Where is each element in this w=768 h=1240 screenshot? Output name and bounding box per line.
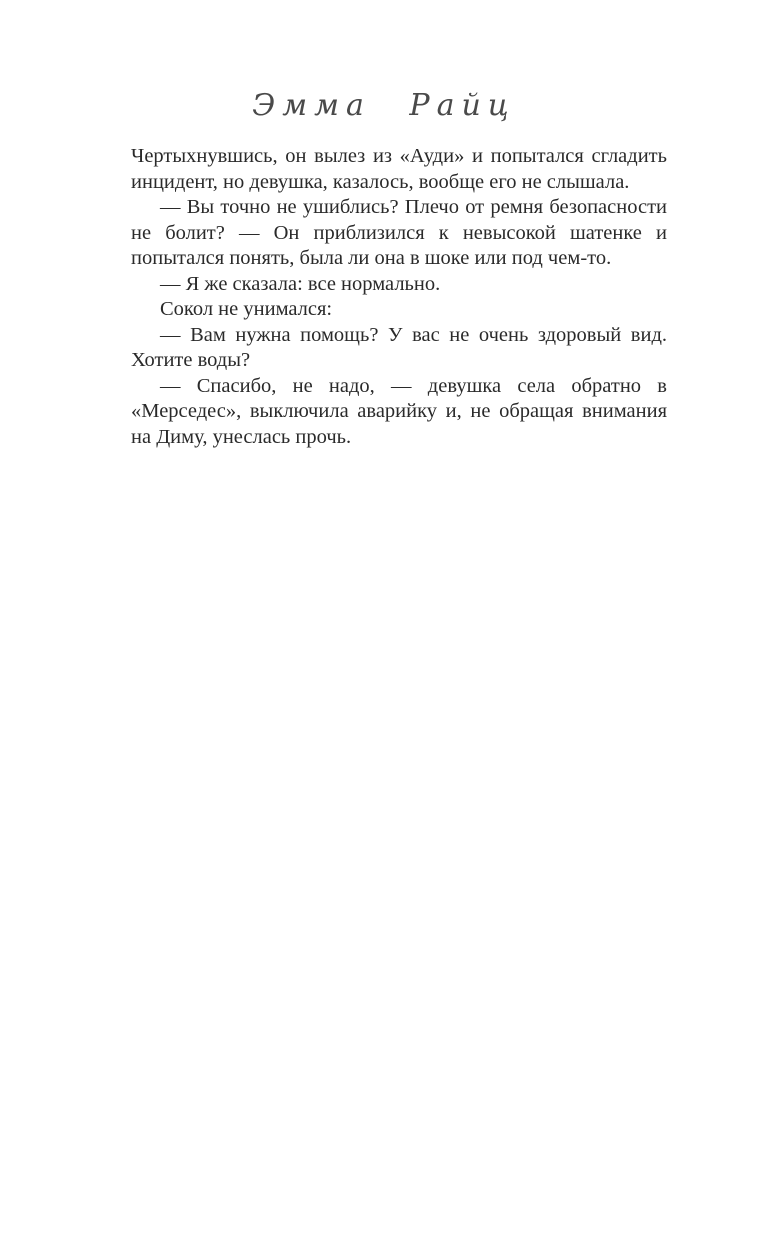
paragraph: Сокол не унимался: [160,298,333,320]
paragraph: — Вам нужна помощь? У вас не очень здоровый вид. Хотите воды? [131,323,667,371]
paragraph: — Спасибо, не надо, — девушка села обратно в «Мерседес», выключила аварийку и, не обращая внимания на Диму, унеслась прочь. [131,374,667,448]
paragraph: Чертыхнувшись, он вылез из «Ауди» и попытался сгладить инцидент, но девушка, казалось, вообще его не слышала. [131,145,667,193]
paragraph: — Вы точно не ушиблись? Плечо от ремня безопасности не болит? — Он приблизился к невысокой шатенке и попытался понять, была ли она в шоке или под чем-то. [131,196,667,269]
running-head-author: Эмма Райц [252,88,516,123]
body-text [131,144,667,450]
paragraph: — Я же сказала: все нормально. [160,272,441,295]
